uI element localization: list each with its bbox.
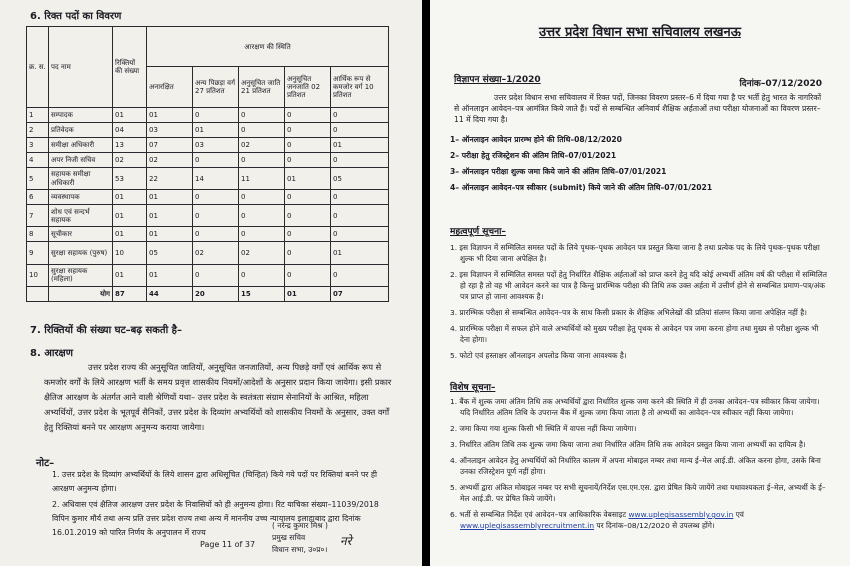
cell-obc: 0	[193, 227, 239, 242]
cell-st: 0	[285, 205, 331, 227]
cell-sc: 02	[239, 137, 285, 152]
signatory-title: प्रमुख सचिव	[272, 533, 306, 542]
cell-ews: 0	[331, 264, 389, 286]
cell-total: 04	[113, 122, 147, 137]
cell-st: 0	[285, 264, 331, 286]
signature-block	[272, 520, 328, 556]
signatory-name: ( नरेन्द्र कुमार मिश्र )	[272, 521, 328, 530]
note-2: 2. अधिवास एवं क्षैतिज आरक्षण उत्तर प्रदेश के निवासियों को ही अनुमन्य होगा। रिट याचिका संख्या–11039/2018 विपिन कुमार मौर्य तथा अन्य प्रति उत्तर प्रदेश राज्य तथा अन्य में माननीय उच्च न्यायालय इलाहाबाद द्वारा दिनांक 16.01.2019 को पारित निर्णय के अनुपालन में राज्य	[52, 500, 379, 537]
cell-ur: 01	[147, 107, 193, 122]
header-unreserved: अनारक्षित	[147, 67, 193, 107]
notice-item: 3. प्रारम्भिक परीक्षा से सम्बन्धित आवेदन–पत्र के साथ किसी प्रकार के शैक्षिक अभिलेखों की प्रतियां संलग्न किया जाना अपेक्षित नहीं है।	[450, 308, 807, 317]
important-notice-heading: महत्वपूर्ण सूचना–	[450, 227, 506, 237]
website-link-recruitment[interactable]: www.uplegisassemblyrecruitment.in	[460, 521, 595, 530]
header-st: अनुसूचित जनजाति 02 प्रतिशत	[285, 67, 331, 107]
cell-total: 01	[113, 107, 147, 122]
cell-sno: 4	[27, 152, 49, 167]
cell-st: 0	[285, 137, 331, 152]
cell-post: सम्पादक	[49, 107, 113, 122]
table-body	[27, 107, 389, 286]
cell-sno: 5	[27, 167, 49, 189]
website-link-gov[interactable]: www.uplegisassembly.gov.in	[628, 510, 734, 519]
cell-ur: 07	[147, 137, 193, 152]
table-row	[27, 227, 389, 242]
total-st: 01	[285, 286, 331, 301]
cell-ur: 01	[147, 190, 193, 205]
table-total-row	[27, 286, 389, 301]
total-obc: 20	[193, 286, 239, 301]
cell-sc: 11	[239, 167, 285, 189]
table-row	[27, 190, 389, 205]
cell-ur: 02	[147, 152, 193, 167]
section-7-heading: 7. रिक्तियों की संख्या घट–बढ़ सकती है–	[30, 325, 182, 336]
cell-sc: 0	[239, 190, 285, 205]
special-item: 2. जमा किया गया शुल्क किसी भी स्थिति में वापस नहीं किया जायेगा।	[450, 424, 637, 433]
cell-ews: 05	[331, 167, 389, 189]
intro-paragraph: उत्तर प्रदेश विधान सभा सचिवालय में रिक्त पदों, जिनका विवरण प्रस्तर–6 में दिया गया है पर भर्ती हेतु भारत के नागरिकों से ऑनलाइन आवेदन–पत्र आमंत्रित किये जाते हैं। पदों से सम्बन्धित अनिवार्य शैक्षिक अर्हताओं तथा परीक्षा योजनाओं का विवरण प्रस्तर–11 में दिया गया है।	[454, 93, 822, 124]
date-item: 4– ऑनलाइन आवेदन–पत्र स्वीकार (submit) किये जाने की अंतिम तिथि–07/01/2021	[450, 183, 713, 192]
cell-sc: 0	[239, 264, 285, 286]
cell-ur: 05	[147, 242, 193, 264]
cell-sc: 0	[239, 107, 285, 122]
cell-obc: 01	[193, 122, 239, 137]
date-item: 2– परीक्षा हेतु रजिस्ट्रेशन की अंतिम तिथि–07/01/2021	[450, 151, 617, 160]
cell-ur: 01	[147, 205, 193, 227]
cell-ews: 01	[331, 242, 389, 264]
cell-total: 01	[113, 264, 147, 286]
reservation-paragraph: उत्तर प्रदेश राज्य की अनुसूचित जातियों, अनुसूचित जनजातियों, अन्य पिछड़े वर्गों एवं आर्थिक रूप से कमजोर वर्गों के लिये आरक्षण भर्ती के समय प्रवृत्त शासकीय नियमों/आदेशों के अनुसार प्रदान किया जायेगा। इसी प्रकार क्षैतिज आरक्षण के अंतर्गत आने वाली श्रेणियों यथा– उत्तर प्रदेश के स्वतंत्रता संग्राम सेनानियों के आश्रित, महिला अभ्यर्थियों, उत्तर प्रदेश के भूतपूर्व सैनिकों, उत्तर प्रदेश के दिव्यांग अभ्यर्थियों को शासकीय नियमों के अनुसार, उक्त वर्गों हेतु रिक्तियां बनने पर आरक्षण अनुमन्य कराया जायेगा।	[44, 362, 392, 432]
header-ews: आर्थिक रूप से कमजोर वर्ग 10 प्रतिशत	[331, 67, 389, 107]
cell-ur: 03	[147, 122, 193, 137]
cell-ur: 22	[147, 167, 193, 189]
cell-post: सहायक समीक्षा अधिकारी	[49, 167, 113, 189]
table-row	[27, 122, 389, 137]
cell-sno: 7	[27, 205, 49, 227]
special-item-website	[450, 509, 830, 531]
cell-total: 53	[113, 167, 147, 189]
website-text-prefix: 6. भर्ती से सम्बन्धित निर्देश एवं आवेदन–पत्र आधिकारिक वेबसाइट	[450, 510, 629, 519]
cell-sc: 02	[239, 242, 285, 264]
cell-sno: 1	[27, 107, 49, 122]
table-row	[27, 242, 389, 264]
notice-item: 2. इस विज्ञापन में सम्मिलित समस्त पदों हेतु निर्धारित शैक्षिक अर्हताओं को प्राप्त करने हेतु यदि कोई अभ्यर्थी अंतिम वर्ष की परीक्षा में सम्मिलित हो रहा है तो वह भी आवेदन करने का पात्र है किन्तु प्रारम्भिक परीक्षा की तिथि तक उक्त अर्हता में उत्तीर्ण होने से सम्बन्धित प्रमाण–पत्र/अंक पत्र प्राप्त हो जाना आवश्यक है।	[450, 270, 827, 301]
cell-st: 01	[285, 167, 331, 189]
cell-ews: 0	[331, 107, 389, 122]
cell-sc: 0	[239, 205, 285, 227]
cell-ews: 01	[331, 137, 389, 152]
section-8-heading: 8. आरक्षण	[30, 348, 73, 359]
cell-obc: 0	[193, 190, 239, 205]
total-vacancies: 87	[113, 286, 147, 301]
special-item: 5. अभ्यर्थी द्वारा अंकित मोबाइल नम्बर पर सभी सूचनायें/निर्देश एस.एम.एस. द्वारा प्रेषित किये जायेंगे तथा यथावश्यकता ई–मेल, अभ्यर्थी के ई–मेल आई.डी. पर प्रेषित किये जायेंगे।	[450, 483, 826, 503]
notice-item: 5. फोटो एवं हस्ताक्षर ऑनलाइन अपलोड किया जाना आवश्यक है।	[450, 351, 627, 360]
cell-ews: 0	[331, 152, 389, 167]
total-label: योग	[49, 286, 113, 301]
cell-ews: 0	[331, 227, 389, 242]
cell-st: 0	[285, 152, 331, 167]
total-sc: 15	[239, 286, 285, 301]
special-item: 1. बैंक में शुल्क जमा अंतिम तिथि तक अभ्यर्थियों द्वारा निर्धारित शुल्क जमा करने की स्थिति में ही उनका आवेदन–पत्र स्वीकार किया जायेगा। यदि निर्धारित अंतिम तिथि के उपरान्त बैंक में शुल्क जमा किया जाता है तो अभ्यर्थी का आवेदन–पत्र स्वीकार नहीं किया जायेगा।	[450, 397, 820, 417]
table-row	[27, 205, 389, 227]
cell-sno: 6	[27, 190, 49, 205]
cell-post: व्यवस्थापक	[49, 190, 113, 205]
special-item: 3. निर्धारित अंतिम तिथि तक शुल्क जमा किया जाना तथा निर्धारित अंतिम तिथि तक आवेदन प्रस्तुत किया जाना अभ्यर्थी का दायित्व है।	[450, 440, 806, 449]
cell-obc: 02	[193, 242, 239, 264]
cell-post: अपर निजी सचिव	[49, 152, 113, 167]
cell-sno: 10	[27, 264, 49, 286]
cell-post: सूचीकार	[49, 227, 113, 242]
cell-sno: 9	[27, 242, 49, 264]
date-item: 3– ऑनलाइन परीक्षा शुल्क जमा किये जाने की अंतिम तिथि–07/01/2021	[450, 167, 667, 176]
cell-total: 13	[113, 137, 147, 152]
cell-obc: 03	[193, 137, 239, 152]
special-notice-list	[450, 396, 830, 536]
notes-heading: नोट–	[36, 458, 55, 469]
cell-total: 01	[113, 190, 147, 205]
website-text-mid: एवं	[733, 510, 744, 519]
left-document-page	[0, 0, 422, 566]
cell-post: सुरक्षा सहायक (महिला)	[49, 264, 113, 286]
page-number: Page 11 of 37	[200, 540, 256, 549]
header-post: पद नाम	[49, 27, 113, 108]
header-reservation: आरक्षण की स्थिति	[147, 27, 389, 67]
cell-st: 0	[285, 122, 331, 137]
cell-ews: 0	[331, 205, 389, 227]
vacancy-table	[26, 26, 389, 302]
cell-st: 0	[285, 190, 331, 205]
special-notice-heading: विशेष सूचना–	[450, 383, 496, 393]
signatory-office: विधान सभा, उ०प्र०।	[272, 545, 328, 554]
cell-ews: 0	[331, 190, 389, 205]
advertisement-number: विज्ञापन संख्या–1/2020	[454, 75, 541, 85]
cell-total: 10	[113, 242, 147, 264]
advertisement-date: दिनांक–07/12/2020	[739, 79, 822, 89]
important-notice-list	[450, 242, 830, 366]
cell-post: शोध एवं सन्दर्भ सहायक	[49, 205, 113, 227]
page-title: उत्तर प्रदेश विधान सभा सचिवालय लखनऊ	[539, 25, 741, 40]
total-ur: 44	[147, 286, 193, 301]
handwritten-signature: नरे	[340, 534, 352, 548]
header-sno: क्र. स.	[27, 27, 49, 108]
table-row	[27, 137, 389, 152]
cell-ur: 01	[147, 264, 193, 286]
total-ews: 07	[331, 286, 389, 301]
website-text-suffix: पर दिनांक–08/12/2020 से उपलब्ध होंगे।	[594, 521, 715, 530]
cell-post: समीक्षा अधिकारी	[49, 137, 113, 152]
important-dates-list	[450, 132, 830, 196]
right-document-page	[430, 0, 850, 566]
special-item: 4. ऑनलाइन आवेदन हेतु अभ्यर्थियों को निर्धारित कालम में अपना मोबाइल नम्बर तथा मान्य ई–मेल आई.डी. अंकित करना होगा, उसके बिना उनका रजिस्ट्रेशन पूर्ण नहीं होगा।	[450, 456, 821, 476]
cell-total: 02	[113, 152, 147, 167]
header-obc: अन्य पिछड़ा वर्ग 27 प्रतिशत	[193, 67, 239, 107]
cell-obc: 14	[193, 167, 239, 189]
cell-sno: 8	[27, 227, 49, 242]
table-row	[27, 152, 389, 167]
cell-obc: 0	[193, 205, 239, 227]
cell-sc: 0	[239, 152, 285, 167]
cell-sc: 0	[239, 227, 285, 242]
cell-sc: 0	[239, 122, 285, 137]
cell-ur: 01	[147, 227, 193, 242]
cell-st: 0	[285, 242, 331, 264]
note-1: 1. उत्तर प्रदेश के दिव्यांग अभ्यर्थियों के लिये शासन द्वारा अधिसूचित (चिन्हित) किये गये पदों पर रिक्तियां बनने पर ही आरक्षण अनुमन्य होगा।	[52, 470, 378, 493]
table-row	[27, 264, 389, 286]
cell-sno: 2	[27, 122, 49, 137]
cell-obc: 0	[193, 152, 239, 167]
cell-total: 01	[113, 227, 147, 242]
cell-ews: 0	[331, 122, 389, 137]
cell-sno: 3	[27, 137, 49, 152]
date-item: 1– ऑनलाइन आवेदन प्रारम्भ होने की तिथि–08/12/2020	[450, 135, 622, 144]
header-sc: अनुसूचित जाति 21 प्रतिशत	[239, 67, 285, 107]
notice-item: 4. प्रारम्भिक परीक्षा में सफल होने वाले अभ्यर्थियों को मुख्य परीक्षा हेतु पृथक से आवेदन पत्र जमा करना होगा तथा मुख्य से परीक्षा शुल्क भी देना होगा।	[450, 324, 819, 344]
cell-obc: 0	[193, 107, 239, 122]
table-row	[27, 107, 389, 122]
cell-post: सुरक्षा सहायक (पुरुष)	[49, 242, 113, 264]
cell-st: 0	[285, 227, 331, 242]
section-6-heading: 6. रिक्त पदों का विवरण	[30, 11, 122, 22]
cell-obc: 0	[193, 264, 239, 286]
cell-total: 01	[113, 205, 147, 227]
cell-post: प्रतिवेदक	[49, 122, 113, 137]
notice-item: 1. इस विज्ञापन में सम्मिलित समस्त पदों के लिये पृथक–पृथक आवेदन पत्र प्रस्तुत किया जाना है तथा प्रत्येक पद के लिये पृथक–पृथक परीक्षा शुल्क भी दिया जाना अपेक्षित है।	[450, 243, 820, 263]
header-vacancies: रिक्तियों की संख्या	[113, 27, 147, 108]
cell-st: 0	[285, 107, 331, 122]
table-row	[27, 167, 389, 189]
